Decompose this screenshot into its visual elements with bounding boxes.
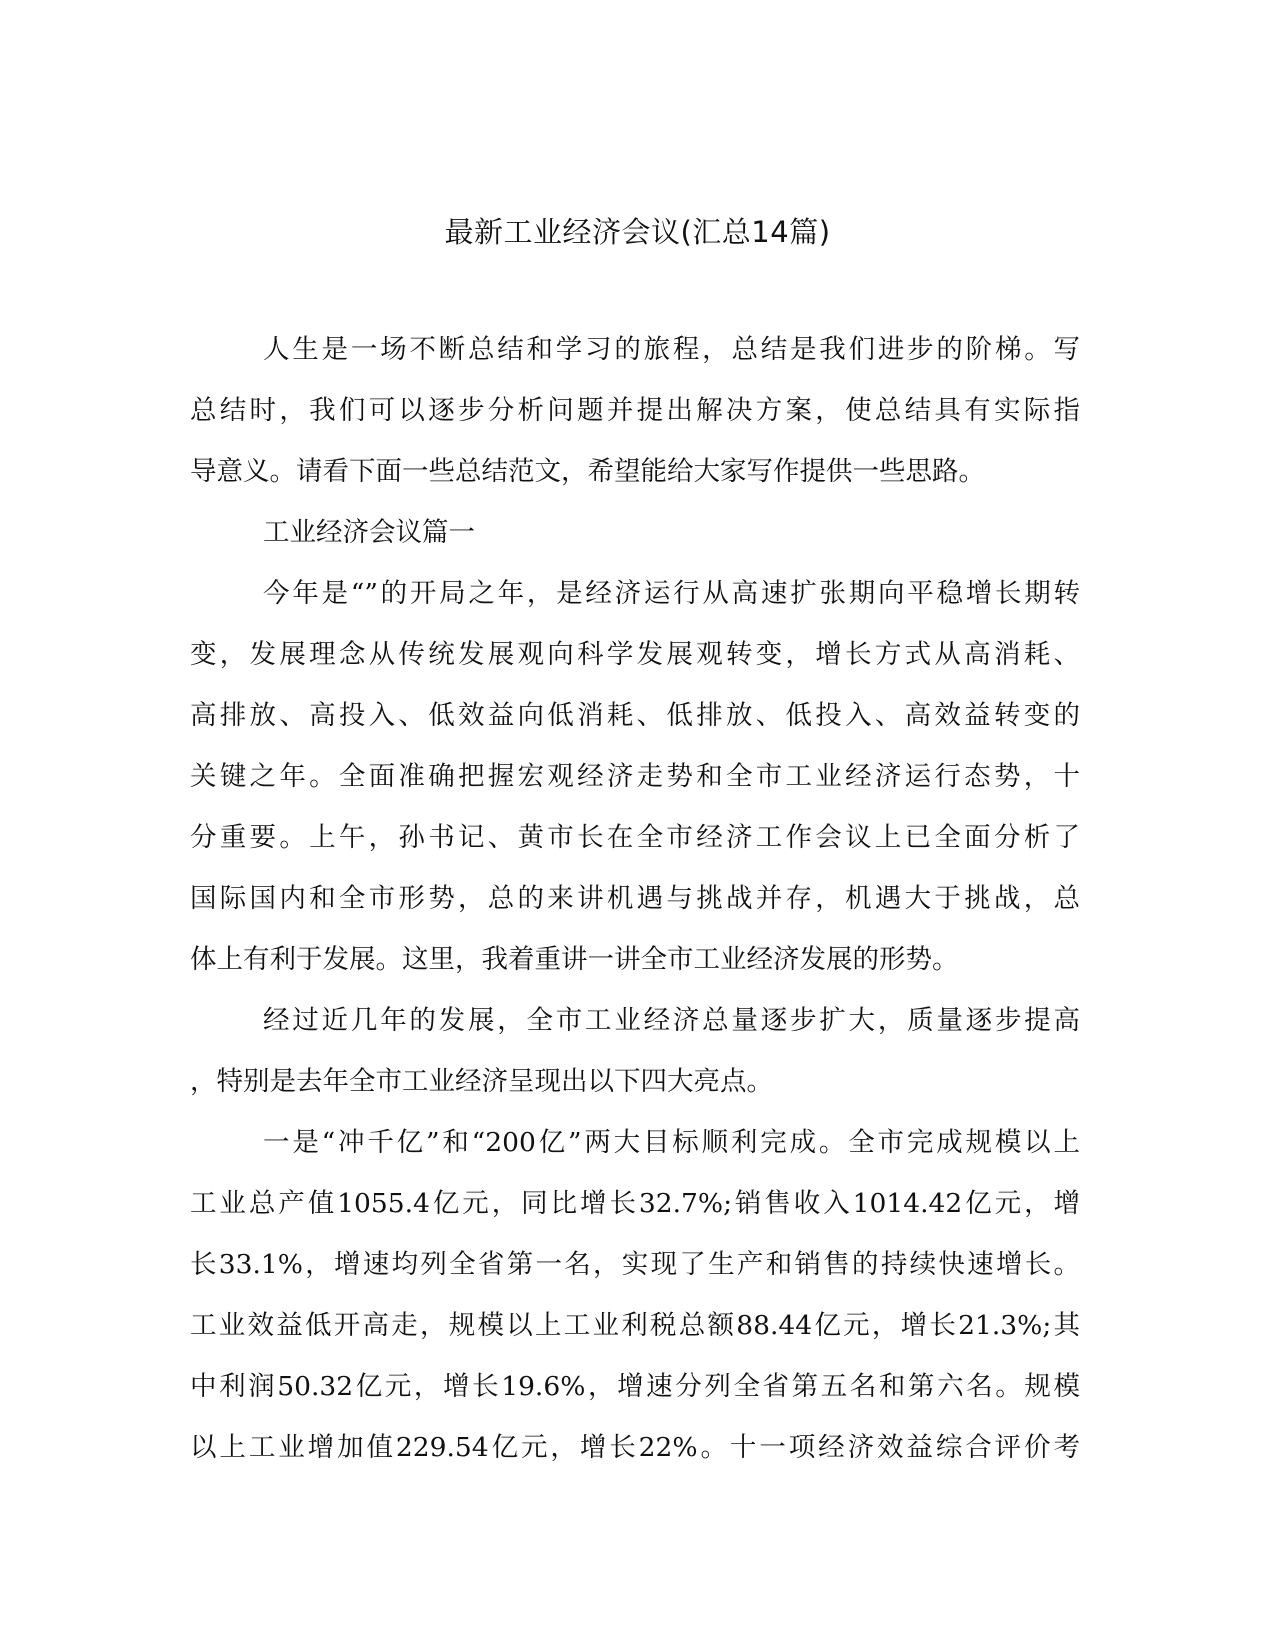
paragraph-line: 分重要。上午，孙书记、黄市长在全市经济工作会议上已全面分析了 xyxy=(190,822,1080,853)
paragraph-line: 变，发展理念从传统发展观向科学发展观转变，增长方式从高消耗、 xyxy=(190,639,1080,670)
paragraph-line: 工业效益低开高走，规模以上工业利税总额88.44亿元，增长21.3%;其 xyxy=(190,1310,1080,1341)
section-heading: 工业经济会议篇一 xyxy=(263,517,475,548)
paragraph-line: 中利润50.32亿元，增长19.6%，增速分列全省第五名和第六名。规模 xyxy=(190,1371,1080,1402)
paragraph-line: 以上工业增加值229.54亿元，增长22%。十一项经济效益综合评价考 xyxy=(190,1432,1080,1463)
paragraph-line: 高排放、高投入、低效益向低消耗、低排放、低投入、高效益转变的 xyxy=(190,700,1080,731)
paragraph-line: 导意义。请看下面一些总结范文，希望能给大家写作提供一些思路。 xyxy=(190,456,985,487)
document-body xyxy=(190,330,1080,1489)
paragraph-line: 一是“冲千亿”和“200亿”两大目标顺利完成。全市完成规模以上 xyxy=(263,1127,1080,1158)
paragraph-line: 国际国内和全市形势，总的来讲机遇与挑战并存，机遇大于挑战，总 xyxy=(190,883,1080,914)
paragraph-line: ，特别是去年全市工业经济呈现出以下四大亮点。 xyxy=(190,1066,773,1097)
document-title: 最新工业经济会议(汇总14篇) xyxy=(444,215,831,249)
paragraph-line: 今年是“”的开局之年，是经济运行从高速扩张期向平稳增长期转 xyxy=(263,578,1080,609)
paragraph-line: 关键之年。全面准确把握宏观经济走势和全市工业经济运行态势，十 xyxy=(190,761,1080,792)
paragraph-line: 体上有利于发展。这里，我着重讲一讲全市工业经济发展的形势。 xyxy=(190,944,959,975)
paragraph-line: 长33.1%，增速均列全省第一名，实现了生产和销售的持续快速增长。 xyxy=(190,1249,1080,1280)
paragraph-line: 总结时，我们可以逐步分析问题并提出解决方案，使总结具有实际指 xyxy=(190,395,1080,426)
paragraph-line: 经过近几年的发展，全市工业经济总量逐步扩大，质量逐步提高 xyxy=(263,1005,1080,1036)
paragraph-line: 人生是一场不断总结和学习的旅程，总结是我们进步的阶梯。写 xyxy=(263,334,1080,365)
paragraph-line: 工业总产值1055.4亿元，同比增长32.7%;销售收入1014.42亿元，增 xyxy=(190,1188,1080,1219)
